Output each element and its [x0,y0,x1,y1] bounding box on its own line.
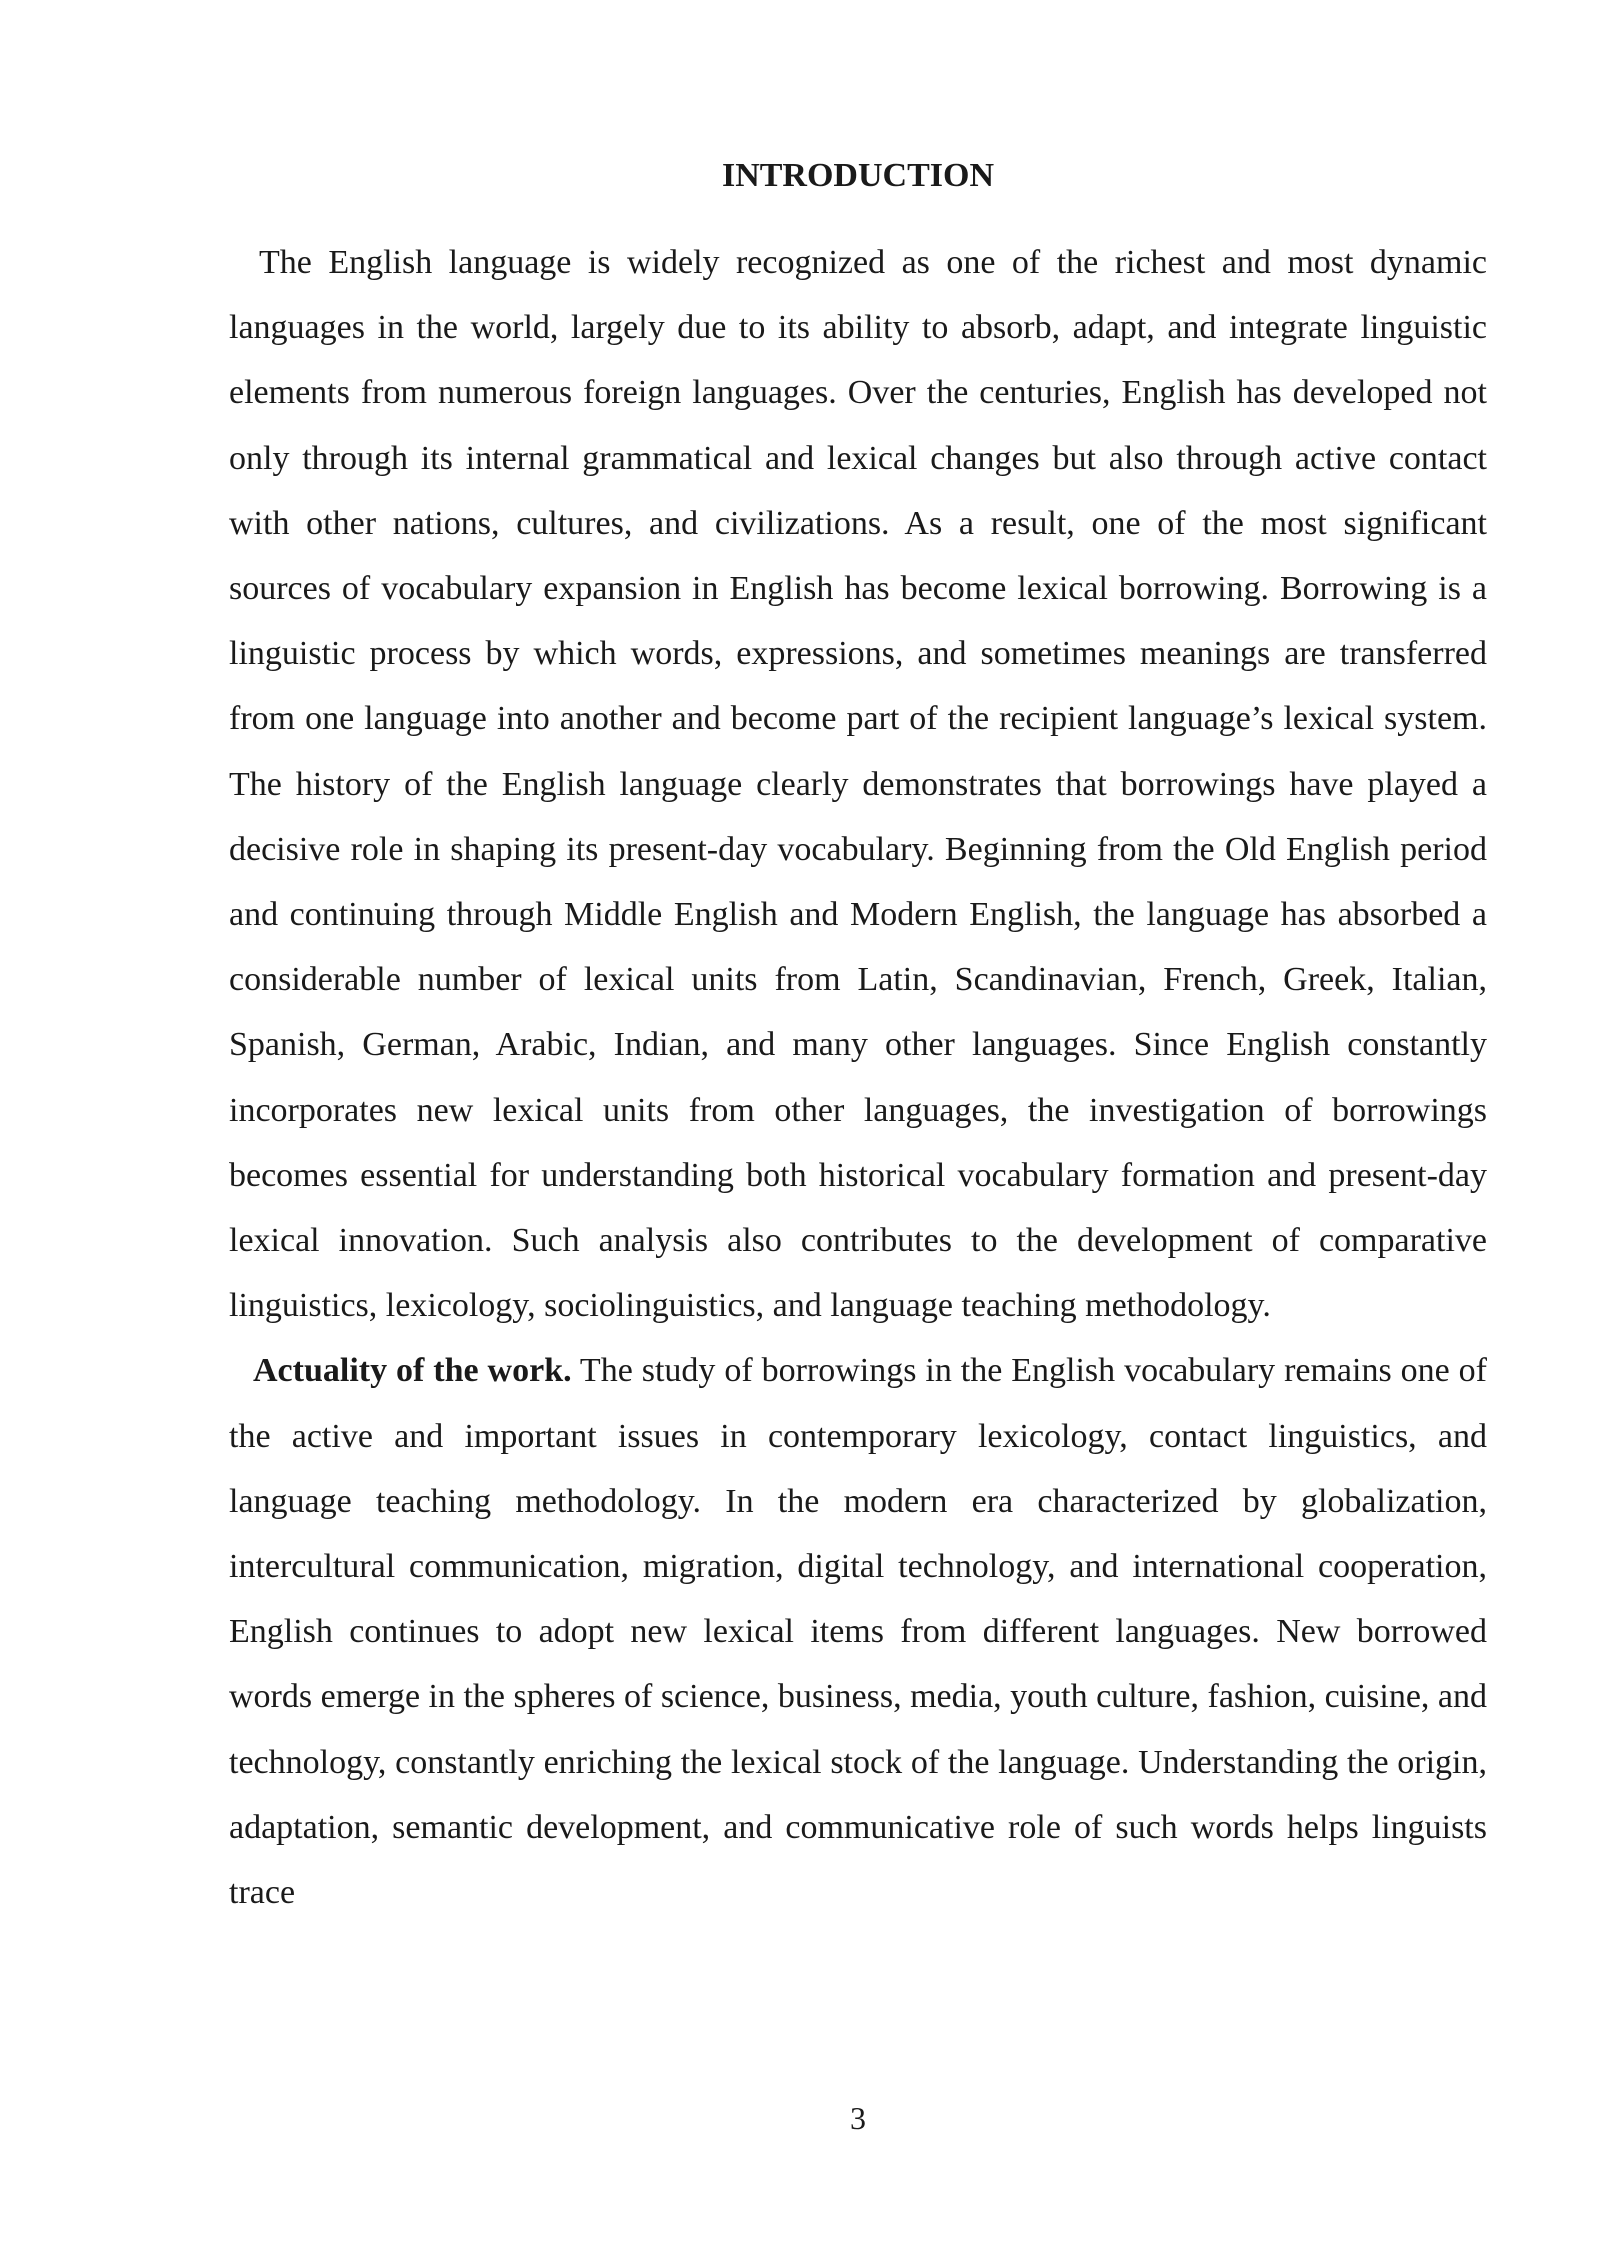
page-heading: INTRODUCTION [721,157,995,194]
paragraph-actuality [229,1338,1487,1925]
body-text [229,230,1487,1925]
paragraph-introduction [229,230,1487,1338]
page-number: 3 [850,2100,866,2136]
paragraph-text: The English language is widely recognized as one of the richest and most dynamic languages in the world, largely due to its ability to absorb, adapt, and integrate linguistic elements from numerous foreign languages. Over the centuries, English has developed not only through its internal grammatical and lexical changes but also through active contact with other nations, cultures, and civilizations. As a result, one of the most significant sources of vocabulary expansion in English has become lexical borrowing. Borrowing is a linguistic process by which words, expressions, and sometimes meanings are transferred from one language into another and become part of the recipient language’s lexical system. The history of the English language clearly demonstrates that borrowings have played a decisive role in shaping its present-day vocabulary. Beginning from the Old English period and continuing through Middle English and Modern English, the language has absorbed a considerable number of lexical units from Latin, Scandinavian, French, Greek, Italian, Spanish, German, Arabic, Indian, and many other languages. Since English constantly incorporates new lexical units from other languages, the investigation of borrowings becomes essential for understanding both historical vocabulary formation and present-day lexical innovation. Such analysis also contributes to the development of comparative linguistics, lexicology, sociolinguistics, and language teaching methodology. [229,244,1487,1325]
paragraph-lead: Actuality of the work. [253,1352,572,1390]
paragraph-text: The study of borrowings in the English vocabulary remains one of the active and important issues in contemporary lexicology, contact linguistics, and language teaching methodology. In the modern era characterized by globalization, intercultural communication, migration, digital technology, and international cooperation, English continues to adopt new lexical items from different languages. New borrowed words emerge in the spheres of science, business, media, youth culture, fashion, cuisine, and technology, constantly enriching the lexical stock of the language. Understanding the origin, adaptation, semantic development, and communicative role of such words helps linguists trace [229,1352,1487,1912]
